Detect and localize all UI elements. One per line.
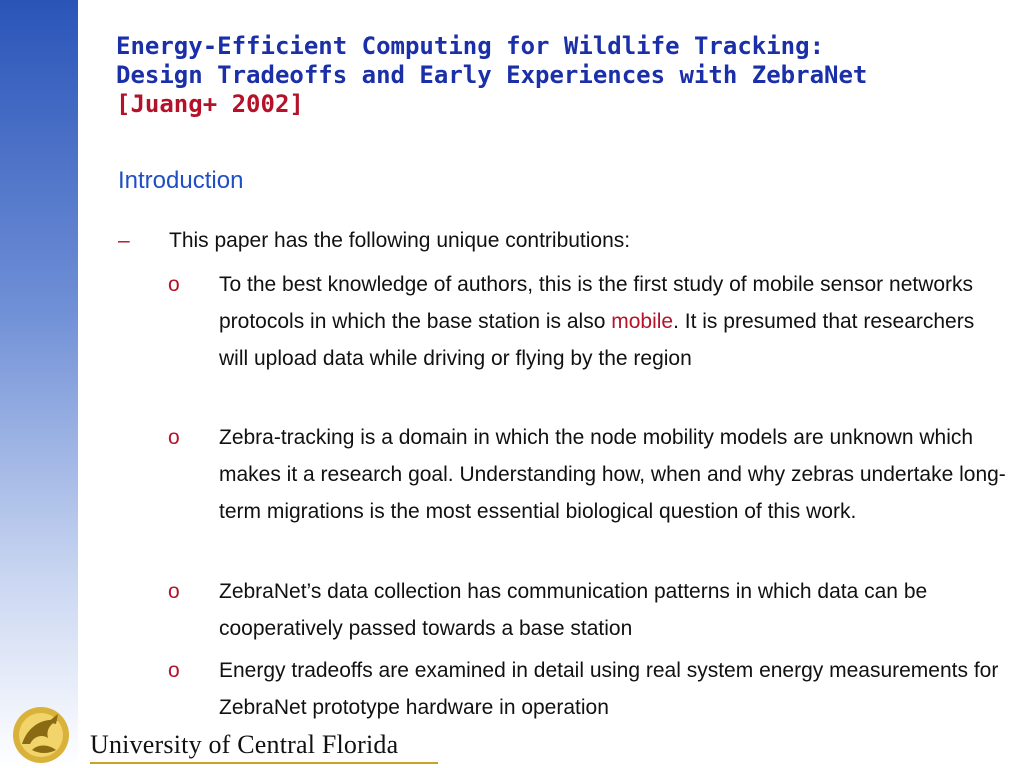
slide-title [116, 32, 1006, 119]
title-line-1: Energy-Efficient Computing for Wildlife Tracking: [116, 32, 825, 60]
sub-bullet-2-text: Zebra-tracking is a domain in which the node mobility models are unknown which makes it a research goal. Understanding how, when and why zebras undertake long-term migrations is the most essential biological question of this work. [219, 426, 1006, 523]
sub-bullet-1-text [219, 266, 1007, 377]
bullet-marker: o [168, 659, 180, 682]
sub-bullet-1-text-end: . It is presumed that researchers will upload data while driving or flying by the region [219, 310, 975, 370]
bullet-marker: o [168, 580, 180, 603]
sub-bullet-3-text: ZebraNet’s data collection has communication patterns in which data can be cooperatively passed towards a base station [219, 580, 928, 640]
highlight-mobile: mobile [611, 310, 674, 333]
pegasus-emblem-icon [8, 704, 74, 766]
university-name: University of Central Florida [90, 730, 399, 759]
dash-marker: – [118, 229, 130, 252]
bullet-marker: o [168, 426, 180, 449]
side-gradient-bar [0, 0, 78, 768]
bullet-marker: o [168, 273, 180, 296]
ucf-logo [8, 704, 438, 766]
section-title: Introduction [118, 167, 244, 194]
title-line-2: Design Tradeoffs and Early Experiences with ZebraNet [116, 61, 868, 89]
sub-bullet-1-text-start: To the best knowledge of authors, this is the first study of mobile sensor networks protocols in which the base station is also [219, 273, 974, 333]
logo-underline [90, 762, 438, 764]
bullet-level1-text: This paper has the following unique contributions: [169, 229, 631, 252]
title-citation: [Juang+ 2002] [116, 90, 304, 118]
sub-bullet-4-text: Energy tradeoffs are examined in detail using real system energy measurements for ZebraNet prototype hardware in operation [219, 659, 999, 719]
